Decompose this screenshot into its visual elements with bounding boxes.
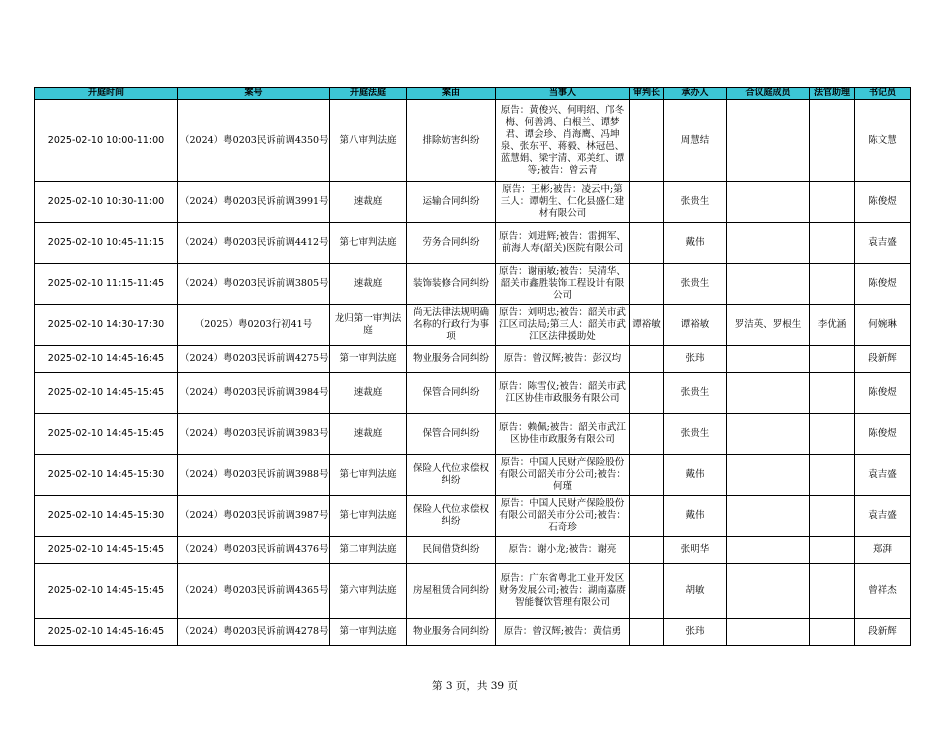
case-number-cell: （2024）粤0203民诉前调3988号 — [178, 455, 330, 496]
parties-cell: 原告：中国人民财产保险股份有限公司韶关市分公司;被告：何瑾 — [496, 455, 630, 496]
case-number-cell: （2024）粤0203民诉前调3805号 — [178, 264, 330, 305]
courtroom-cell: 速裁庭 — [330, 414, 407, 455]
table-row — [35, 305, 911, 346]
column-header: 承办人 — [664, 88, 727, 100]
clerk-cell: 陈俊煜 — [855, 264, 911, 305]
clerk-cell: 段新辉 — [855, 346, 911, 373]
judge-assistant-cell — [810, 414, 855, 455]
courtroom-cell: 第七审判法庭 — [330, 223, 407, 264]
presiding-judge-cell — [630, 537, 664, 564]
page-footer: 第 3 页，共 39 页 — [432, 680, 518, 692]
hearing-time-cell: 2025-02-10 14:45-15:45 — [35, 414, 178, 455]
judge-assistant-cell — [810, 223, 855, 264]
panel-members-cell: 罗洁英、罗根生 — [727, 305, 810, 346]
handling-judge-cell: 戴伟 — [664, 455, 727, 496]
table-row — [35, 537, 911, 564]
clerk-cell: 陈俊煜 — [855, 182, 911, 223]
handling-judge-cell: 张贵生 — [664, 264, 727, 305]
handling-judge-cell: 张明华 — [664, 537, 727, 564]
case-number-cell: （2024）粤0203民诉前调4350号 — [178, 100, 330, 182]
table-row — [35, 619, 911, 646]
judge-assistant-cell — [810, 455, 855, 496]
hearing-time-cell: 2025-02-10 14:45-15:45 — [35, 564, 178, 619]
case-number-cell: （2024）粤0203民诉前调4412号 — [178, 223, 330, 264]
judge-assistant-cell — [810, 496, 855, 537]
case-cause-cell: 房屋租赁合同纠纷 — [407, 564, 496, 619]
courtroom-cell: 速裁庭 — [330, 373, 407, 414]
clerk-cell: 袁吉盛 — [855, 496, 911, 537]
courtroom-cell: 速裁庭 — [330, 182, 407, 223]
handling-judge-cell: 张贵生 — [664, 182, 727, 223]
clerk-cell: 袁吉盛 — [855, 223, 911, 264]
table-row — [35, 373, 911, 414]
hearing-time-cell: 2025-02-10 10:45-11:15 — [35, 223, 178, 264]
presiding-judge-cell — [630, 264, 664, 305]
parties-cell: 原告：黄俊兴、何明绍、邝冬梅、何善鸿、白根兰、谭梦君、谭会珍、肖海鹰、冯坤泉、张东平、蒋毅、林冠邑、蓝慧娟、梁宇清、邓美红、谭等;被告：曾云青 — [496, 100, 630, 182]
panel-members-cell — [727, 373, 810, 414]
case-number-cell: （2024）粤0203民诉前调3991号 — [178, 182, 330, 223]
handling-judge-cell: 张贵生 — [664, 414, 727, 455]
judge-assistant-cell — [810, 373, 855, 414]
courtroom-cell: 第二审判法庭 — [330, 537, 407, 564]
judge-assistant-cell — [810, 182, 855, 223]
case-number-cell: （2024）粤0203民诉前调4275号 — [178, 346, 330, 373]
case-number-cell: （2025）粤0203行初41号 — [178, 305, 330, 346]
courtroom-cell: 速裁庭 — [330, 264, 407, 305]
parties-cell: 原告：广东省粤北工业开发区财务发展公司;被告：湖南嘉赓智能餐饮管理有限公司 — [496, 564, 630, 619]
table-row — [35, 182, 911, 223]
case-number-cell: （2024）粤0203民诉前调4376号 — [178, 537, 330, 564]
case-number-cell: （2024）粤0203民诉前调4278号 — [178, 619, 330, 646]
clerk-cell: 曾祥杰 — [855, 564, 911, 619]
courtroom-cell: 第六审判法庭 — [330, 564, 407, 619]
clerk-cell: 袁吉盛 — [855, 455, 911, 496]
column-header: 案由 — [407, 88, 496, 100]
presiding-judge-cell — [630, 346, 664, 373]
clerk-cell: 郑湃 — [855, 537, 911, 564]
panel-members-cell — [727, 619, 810, 646]
panel-members-cell — [727, 264, 810, 305]
hearing-time-cell: 2025-02-10 10:00-11:00 — [35, 100, 178, 182]
hearing-time-cell: 2025-02-10 14:45-15:45 — [35, 537, 178, 564]
column-header: 书记员 — [855, 88, 911, 100]
hearing-time-cell: 2025-02-10 14:30-17:30 — [35, 305, 178, 346]
courtroom-cell: 第七审判法庭 — [330, 455, 407, 496]
presiding-judge-cell — [630, 100, 664, 182]
case-cause-cell: 保险人代位求偿权纠纷 — [407, 455, 496, 496]
panel-members-cell — [727, 414, 810, 455]
handling-judge-cell: 戴伟 — [664, 223, 727, 264]
case-cause-cell: 装饰装修合同纠纷 — [407, 264, 496, 305]
table-row — [35, 100, 911, 182]
judge-assistant-cell: 李优涵 — [810, 305, 855, 346]
panel-members-cell — [727, 223, 810, 264]
clerk-cell: 陈俊煜 — [855, 414, 911, 455]
parties-cell: 原告：王彬;被告：凌云中;第三人：谭朝生、仁化县盛仁建材有限公司 — [496, 182, 630, 223]
case-number-cell: （2024）粤0203民诉前调3987号 — [178, 496, 330, 537]
courtroom-cell: 第七审判法庭 — [330, 496, 407, 537]
column-header: 案号 — [178, 88, 330, 100]
table-row — [35, 264, 911, 305]
hearing-schedule-table — [34, 87, 911, 646]
presiding-judge-cell: 谭裕敏 — [630, 305, 664, 346]
parties-cell: 原告：刘明忠;被告：韶关市武江区司法局;第三人：韶关市武江区法律援助处 — [496, 305, 630, 346]
parties-cell: 原告：曾汉辉;被告：黄信勇 — [496, 619, 630, 646]
case-cause-cell: 保险人代位求偿权纠纷 — [407, 496, 496, 537]
case-cause-cell: 保管合同纠纷 — [407, 373, 496, 414]
case-number-cell: （2024）粤0203民诉前调3984号 — [178, 373, 330, 414]
panel-members-cell — [727, 496, 810, 537]
case-cause-cell: 物业服务合同纠纷 — [407, 346, 496, 373]
table-row — [35, 223, 911, 264]
table-row — [35, 564, 911, 619]
hearing-time-cell: 2025-02-10 14:45-16:45 — [35, 346, 178, 373]
judge-assistant-cell — [810, 346, 855, 373]
column-header: 当事人 — [496, 88, 630, 100]
judge-assistant-cell — [810, 537, 855, 564]
hearing-time-cell: 2025-02-10 14:45-15:30 — [35, 496, 178, 537]
parties-cell: 原告：刘进辉;被告：雷拥军、前海人寿(韶关)医院有限公司 — [496, 223, 630, 264]
parties-cell: 原告：曾汉辉;被告：彭汉均 — [496, 346, 630, 373]
presiding-judge-cell — [630, 223, 664, 264]
presiding-judge-cell — [630, 455, 664, 496]
judge-assistant-cell — [810, 100, 855, 182]
hearing-time-cell: 2025-02-10 14:45-16:45 — [35, 619, 178, 646]
judge-assistant-cell — [810, 564, 855, 619]
table-header-row — [35, 88, 911, 100]
case-cause-cell: 劳务合同纠纷 — [407, 223, 496, 264]
table-row — [35, 455, 911, 496]
panel-members-cell — [727, 564, 810, 619]
handling-judge-cell: 张贵生 — [664, 373, 727, 414]
parties-cell: 原告：中国人民财产保险股份有限公司韶关市分公司;被告：石奇珍 — [496, 496, 630, 537]
case-cause-cell: 尚无法律法规明确名称的行政行为事项 — [407, 305, 496, 346]
parties-cell: 原告：陈雪仪;被告：韶关市武江区协佳市政服务有限公司 — [496, 373, 630, 414]
column-header: 开庭时间 — [35, 88, 178, 100]
case-cause-cell: 运输合同纠纷 — [407, 182, 496, 223]
hearing-time-cell: 2025-02-10 14:45-15:45 — [35, 373, 178, 414]
handling-judge-cell: 胡敏 — [664, 564, 727, 619]
column-header: 法官助理 — [810, 88, 855, 100]
case-cause-cell: 民间借贷纠纷 — [407, 537, 496, 564]
parties-cell: 原告：谢丽敏;被告：吴清华、韶关市鑫胜装饰工程设计有限公司 — [496, 264, 630, 305]
courtroom-cell: 第八审判法庭 — [330, 100, 407, 182]
hearing-time-cell: 2025-02-10 11:15-11:45 — [35, 264, 178, 305]
presiding-judge-cell — [630, 414, 664, 455]
case-cause-cell: 排除妨害纠纷 — [407, 100, 496, 182]
parties-cell: 原告：赖佩;被告：韶关市武江区协佳市政服务有限公司 — [496, 414, 630, 455]
presiding-judge-cell — [630, 496, 664, 537]
hearing-time-cell: 2025-02-10 10:30-11:00 — [35, 182, 178, 223]
panel-members-cell — [727, 182, 810, 223]
handling-judge-cell: 张玮 — [664, 619, 727, 646]
panel-members-cell — [727, 455, 810, 496]
panel-members-cell — [727, 537, 810, 564]
clerk-cell: 段新辉 — [855, 619, 911, 646]
judge-assistant-cell — [810, 619, 855, 646]
presiding-judge-cell — [630, 373, 664, 414]
courtroom-cell: 第一审判法庭 — [330, 619, 407, 646]
handling-judge-cell: 谭裕敏 — [664, 305, 727, 346]
column-header: 合议庭成员 — [727, 88, 810, 100]
hearing-time-cell: 2025-02-10 14:45-15:30 — [35, 455, 178, 496]
presiding-judge-cell — [630, 182, 664, 223]
judge-assistant-cell — [810, 264, 855, 305]
case-cause-cell: 物业服务合同纠纷 — [407, 619, 496, 646]
clerk-cell: 陈俊煜 — [855, 373, 911, 414]
column-header: 审判长 — [630, 88, 664, 100]
presiding-judge-cell — [630, 564, 664, 619]
handling-judge-cell: 戴伟 — [664, 496, 727, 537]
table-row — [35, 346, 911, 373]
parties-cell: 原告：谢小龙;被告：谢亮 — [496, 537, 630, 564]
presiding-judge-cell — [630, 619, 664, 646]
table-row — [35, 496, 911, 537]
case-number-cell: （2024）粤0203民诉前调3983号 — [178, 414, 330, 455]
case-number-cell: （2024）粤0203民诉前调4365号 — [178, 564, 330, 619]
table-row — [35, 414, 911, 455]
courtroom-cell: 龙归第一审判法庭 — [330, 305, 407, 346]
clerk-cell: 陈文慧 — [855, 100, 911, 182]
handling-judge-cell: 周慧结 — [664, 100, 727, 182]
clerk-cell: 何婉琳 — [855, 305, 911, 346]
panel-members-cell — [727, 346, 810, 373]
courtroom-cell: 第一审判法庭 — [330, 346, 407, 373]
panel-members-cell — [727, 100, 810, 182]
column-header: 开庭法庭 — [330, 88, 407, 100]
case-cause-cell: 保管合同纠纷 — [407, 414, 496, 455]
handling-judge-cell: 张玮 — [664, 346, 727, 373]
